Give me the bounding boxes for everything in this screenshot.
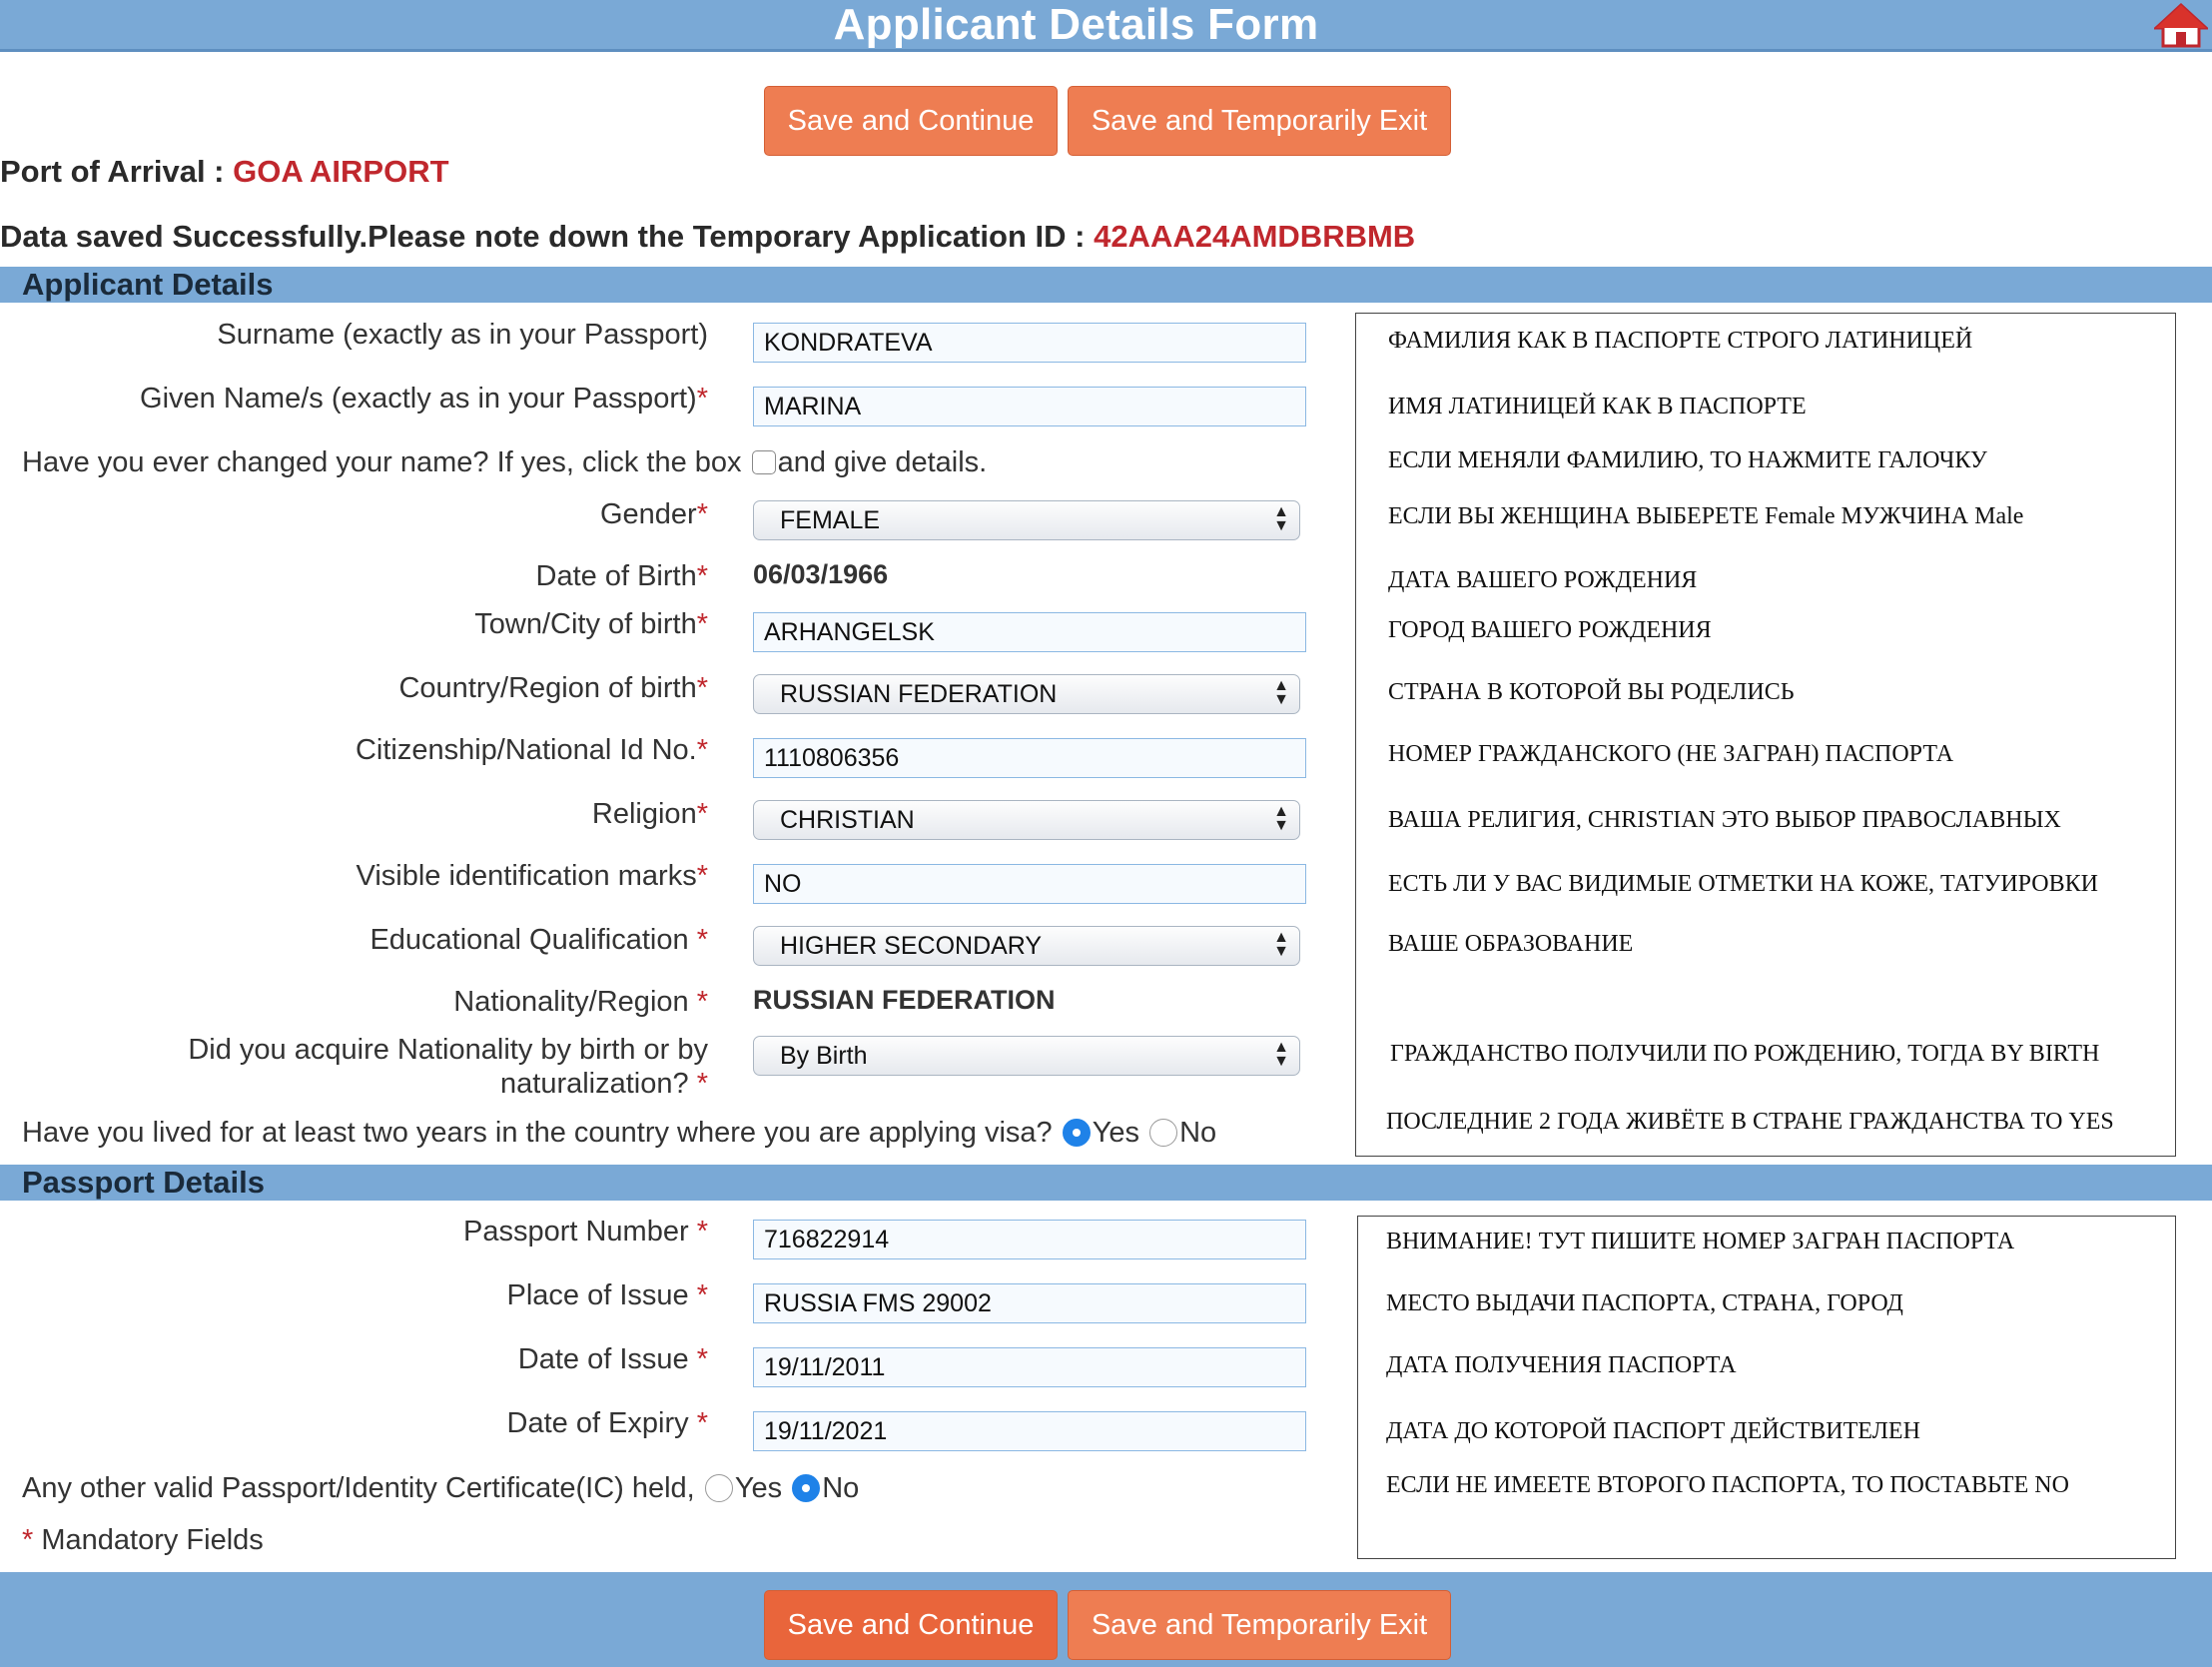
religion-label: Religion* bbox=[591, 798, 708, 830]
name-change-row: Have you ever changed your name? If yes, click the box and give details. bbox=[22, 446, 988, 478]
education-select[interactable]: HIGHER SECONDARY ▲ ▼ bbox=[753, 926, 1300, 966]
passport-number-label: Passport Number * bbox=[462, 1216, 708, 1248]
save-exit-button-bottom[interactable]: Save and Temporarily Exit bbox=[1068, 1590, 1451, 1660]
note-town: ГОРОД ВАШЕГО РОЖДЕНИЯ bbox=[1388, 617, 1712, 643]
note-place-of-issue: МЕСТО ВЫДАЧИ ПАСПОРТА, СТРАНА, ГОРОД bbox=[1386, 1290, 1903, 1316]
gender-select[interactable]: FEMALE ▲ ▼ bbox=[753, 500, 1300, 540]
religion-select[interactable]: CHRISTIAN ▲ ▼ bbox=[753, 800, 1300, 840]
town-input[interactable]: ARHANGELSK bbox=[753, 612, 1306, 652]
port-label: Port of Arrival : bbox=[0, 154, 225, 189]
other-passport-row: Any other valid Passport/Identity Certificate(IC) held, Yes No bbox=[22, 1472, 860, 1504]
port-value: GOA AIRPORT bbox=[233, 154, 449, 189]
surname-input[interactable]: KONDRATEVA bbox=[753, 323, 1306, 363]
passport-details-section-bar bbox=[0, 1165, 2212, 1201]
note-lived: ПОСЛЕДНИЕ 2 ГОДА ЖИВЁТЕ В СТРАНЕ ГРАЖДАНСТВА ТО YES bbox=[1386, 1109, 2114, 1135]
lived-no-radio[interactable] bbox=[1149, 1119, 1177, 1147]
mandatory-fields-note: * Mandatory Fields bbox=[22, 1524, 264, 1556]
save-exit-button-top[interactable]: Save and Temporarily Exit bbox=[1068, 86, 1451, 156]
nationality-value: RUSSIAN FEDERATION bbox=[753, 985, 1056, 1015]
note-gender: ЕСЛИ ВЫ ЖЕНЩИНА ВЫБЕРЕТЕ Female МУЖЧИНА Male bbox=[1388, 503, 2024, 529]
education-label: Educational Qualification * bbox=[369, 924, 708, 956]
lived-two-years-row: Have you lived for at least two years in the country where you are applying visa? Yes No bbox=[22, 1117, 1217, 1149]
citizen-id-label: Citizenship/National Id No.* bbox=[355, 734, 708, 766]
saved-message-text: Data saved Successfully.Please note down the Temporary Application ID : bbox=[0, 219, 1086, 254]
applicant-details-title: Applicant Details bbox=[22, 267, 274, 302]
note-surname: ФАМИЛИЯ КАК В ПАСПОРТЕ СТРОГО ЛАТИНИЦЕЙ bbox=[1388, 328, 1973, 354]
given-name-input[interactable]: MARINA bbox=[753, 387, 1306, 426]
note-country: СТРАНА В КОТОРОЙ ВЫ РОДЕЛИСЬ bbox=[1388, 679, 1795, 705]
dob-label: Date of Birth* bbox=[535, 560, 708, 592]
note-education: ВАШЕ ОБРАЗОВАНИЕ bbox=[1388, 931, 1634, 957]
note-citizen-id: НОМЕР ГРАЖДАНСКОГО (НЕ ЗАГРАН) ПАСПОРТА bbox=[1388, 741, 1954, 767]
other-passport-yes-radio[interactable] bbox=[705, 1474, 733, 1502]
acquire-select[interactable]: By Birth ▲ ▼ bbox=[753, 1036, 1300, 1076]
saved-message bbox=[0, 219, 1415, 255]
marks-input[interactable]: NO bbox=[753, 864, 1306, 904]
header-bar bbox=[0, 0, 2212, 52]
note-marks: ЕСТЬ ЛИ У ВАС ВИДИМЫЕ ОТМЕТКИ НА КОЖЕ, ТАТУИРОВКИ bbox=[1388, 871, 2098, 897]
dob-value: 06/03/1966 bbox=[753, 559, 889, 589]
given-name-label: Given Name/s (exactly as in your Passport)* bbox=[140, 383, 708, 415]
select-arrows-icon: ▲ ▼ bbox=[1273, 803, 1289, 834]
page-title: Applicant Details Form bbox=[833, 0, 1319, 49]
passport-notes-box bbox=[1357, 1216, 2176, 1559]
select-arrows-icon: ▲ ▼ bbox=[1273, 503, 1289, 534]
note-other-passport: ЕСЛИ НЕ ИМЕЕТЕ ВТОРОГО ПАСПОРТА, ТО ПОСТАВЬТЕ NO bbox=[1386, 1472, 2069, 1498]
save-continue-button-top[interactable]: Save and Continue bbox=[764, 86, 1058, 156]
note-passport-number: ВНИМАНИЕ! ТУТ ПИШИТЕ НОМЕР ЗАГРАН ПАСПОРТА bbox=[1386, 1229, 2015, 1254]
acquire-label-line1: Did you acquire Nationality by birth or by bbox=[188, 1034, 708, 1066]
note-name-change: ЕСЛИ МЕНЯЛИ ФАМИЛИЮ, ТО НАЖМИТЕ ГАЛОЧКУ bbox=[1388, 447, 1987, 473]
save-continue-button-bottom[interactable]: Save and Continue bbox=[764, 1590, 1058, 1660]
nationality-label: Nationality/Region * bbox=[453, 986, 708, 1018]
citizen-id-input[interactable]: 1110806356 bbox=[753, 738, 1306, 778]
place-of-issue-input[interactable]: RUSSIA FMS 29002 bbox=[753, 1283, 1306, 1323]
temporary-application-id: 42AAA24AMDBRBMB bbox=[1094, 219, 1416, 254]
other-passport-no-radio[interactable] bbox=[792, 1474, 820, 1502]
select-arrows-icon: ▲ ▼ bbox=[1273, 677, 1289, 708]
country-label: Country/Region of birth* bbox=[398, 672, 708, 704]
passport-details-title: Passport Details bbox=[22, 1165, 265, 1200]
surname-label: Surname (exactly as in your Passport) bbox=[217, 319, 708, 351]
country-select[interactable]: RUSSIAN FEDERATION ▲ ▼ bbox=[753, 674, 1300, 714]
applicant-notes-box bbox=[1355, 313, 2176, 1157]
note-acquire: ГРАЖДАНСТВО ПОЛУЧИЛИ ПО РОЖДЕНИЮ, ТОГДА BY BIRTH bbox=[1390, 1041, 2100, 1067]
date-of-expiry-input[interactable]: 19/11/2021 bbox=[753, 1411, 1306, 1451]
select-arrows-icon: ▲ ▼ bbox=[1273, 929, 1289, 960]
date-of-expiry-label: Date of Expiry * bbox=[506, 1407, 708, 1439]
acquire-label-line2: naturalization? * bbox=[500, 1068, 708, 1100]
note-religion: ВАША РЕЛИГИЯ, CHRISTIAN ЭТО ВЫБОР ПРАВОСЛАВНЫХ bbox=[1388, 807, 2061, 833]
note-date-of-issue: ДАТА ПОЛУЧЕНИЯ ПАСПОРТА bbox=[1386, 1352, 1737, 1378]
home-icon[interactable] bbox=[2154, 2, 2208, 48]
lived-yes-radio[interactable] bbox=[1063, 1119, 1091, 1147]
name-change-checkbox[interactable] bbox=[752, 450, 776, 474]
date-of-issue-label: Date of Issue * bbox=[517, 1343, 708, 1375]
note-dob: ДАТА ВАШЕГО РОЖДЕНИЯ bbox=[1388, 567, 1698, 593]
passport-number-input[interactable]: 716822914 bbox=[753, 1220, 1306, 1259]
note-date-of-expiry: ДАТА ДО КОТОРОЙ ПАСПОРТ ДЕЙСТВИТЕЛЕН bbox=[1386, 1418, 1920, 1444]
applicant-details-section-bar bbox=[0, 267, 2212, 303]
gender-label: Gender* bbox=[599, 498, 708, 530]
town-label: Town/City of birth* bbox=[474, 608, 708, 640]
marks-label: Visible identification marks* bbox=[356, 860, 708, 892]
select-arrows-icon: ▲ ▼ bbox=[1273, 1039, 1289, 1070]
port-of-arrival bbox=[0, 154, 449, 190]
place-of-issue-label: Place of Issue * bbox=[506, 1279, 708, 1311]
note-given-name: ИМЯ ЛАТИНИЦЕЙ КАК В ПАСПОРТЕ bbox=[1388, 394, 1807, 419]
date-of-issue-input[interactable]: 19/11/2011 bbox=[753, 1347, 1306, 1387]
